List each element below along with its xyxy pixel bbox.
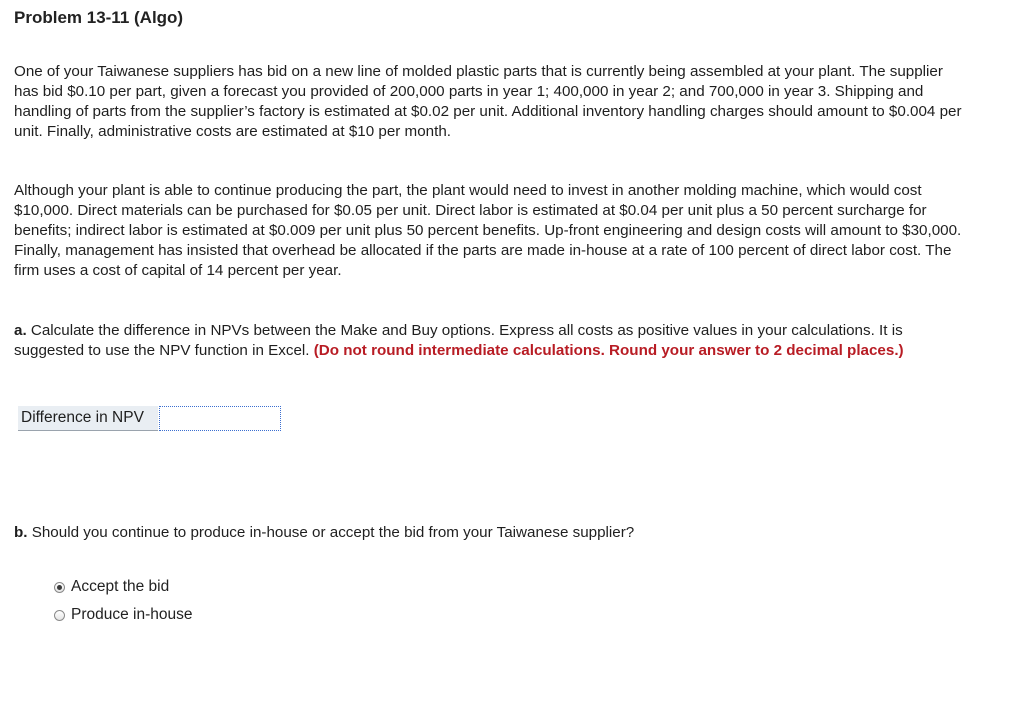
radio-button-unselected[interactable]	[54, 610, 65, 621]
option-produce-in-house-label[interactable]: Produce in-house	[71, 606, 193, 623]
option-accept-bid-label[interactable]: Accept the bid	[71, 578, 170, 595]
part-a-question	[14, 321, 964, 361]
npv-answer-label: Difference in NPV	[18, 406, 158, 431]
problem-title: Problem 13-11 (Algo)	[14, 8, 184, 27]
part-a-instruction: (Do not round intermediate calculations. Round your answer to 2 decimal places.)	[313, 342, 904, 359]
part-a-text: Calculate the difference in NPVs between the Make and Buy options. Express all costs as positive values in your calculations. It is suggested to use the NPV function in Excel.	[14, 322, 903, 359]
part-a-prefix: a.	[14, 322, 27, 339]
radio-button-selected[interactable]	[54, 582, 65, 593]
part-b-prefix: b.	[14, 524, 28, 541]
npv-answer-row	[18, 406, 281, 431]
problem-paragraph-1: One of your Taiwanese suppliers has bid on a new line of molded plastic parts that is currently being assembled at your plant. The supplier has bid $0.10 per part, given a forecast you provided of 200,000 parts in year 1; 400,000 in year 2; and 700,000 in year 3. Shipping and handling of parts from the supplier’s factory is estimated at $0.02 per unit. Additional inventory handling charges should amount to $0.004 per unit. Finally, administrative costs are estimated at $10 per month.	[14, 63, 962, 140]
npv-answer-input[interactable]	[159, 406, 281, 431]
option-produce-in-house[interactable]	[54, 606, 193, 624]
part-b-question	[14, 523, 964, 543]
part-b-text: Should you continue to produce in-house or accept the bid from your Taiwanese supplier?	[27, 524, 635, 541]
problem-paragraph-2: Although your plant is able to continue producing the part, the plant would need to invest in another molding machine, which would cost $10,000. Direct materials can be purchased for $0.05 per unit. Direct labor is estimated at $0.04 per unit plus a 50 percent surcharge for benefits; indirect labor is estimated at $0.009 per unit plus 50 percent benefits. Up-front engineering and design costs will amount to $30,000. Finally, management has insisted that overhead be allocated if the parts are made in-house at a rate of 100 percent of direct labor cost. The firm uses a cost of capital of 14 percent per year.	[14, 182, 962, 279]
option-accept-bid[interactable]	[54, 578, 169, 596]
